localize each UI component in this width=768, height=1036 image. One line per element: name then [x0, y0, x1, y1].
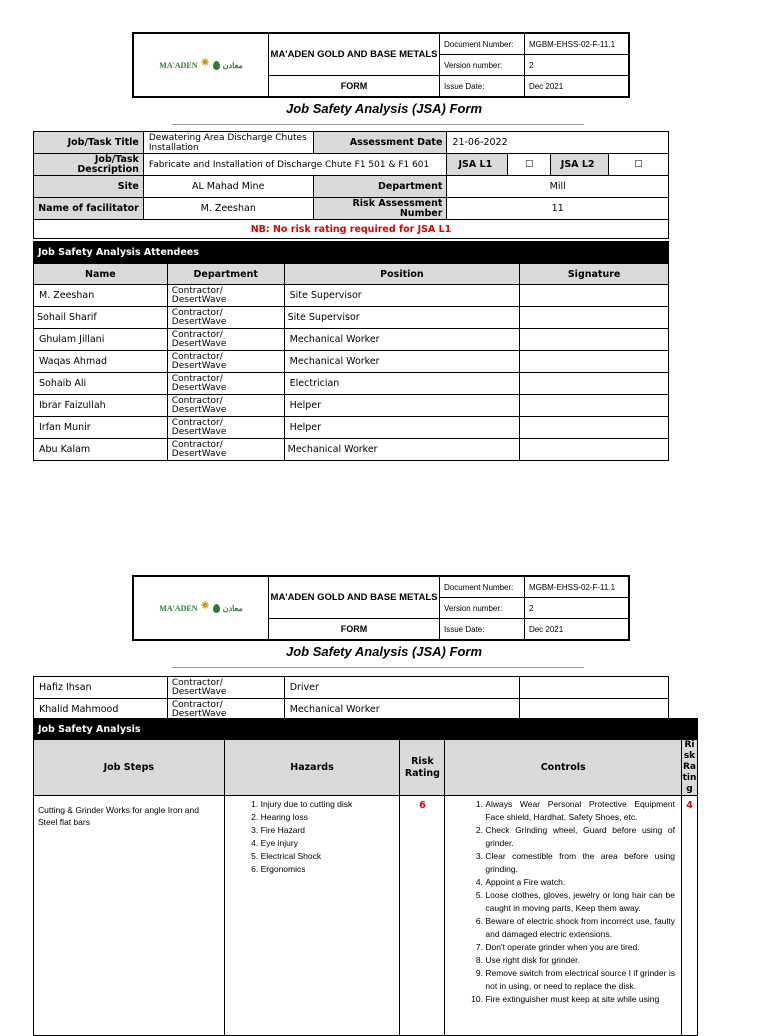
attendee-position: Mechanical Worker [284, 329, 520, 351]
job-info-table [33, 131, 669, 239]
issue-date-label: Issue Date: [440, 619, 525, 640]
risk-number-value: 11 [447, 198, 669, 220]
table-row [34, 395, 669, 417]
attendee-signature[interactable] [520, 677, 669, 699]
page-title: Job Safety Analysis (JSA) Form [285, 101, 482, 116]
attendee-signature[interactable] [520, 307, 669, 329]
logo-arabic: معادن [222, 60, 243, 70]
control-item: 4. Appoint a Fire watch. [485, 876, 675, 889]
attendee-department: Contractor/ DesertWave [167, 699, 284, 721]
site-label: Site [34, 176, 144, 198]
col-department: Department [167, 264, 284, 285]
attendee-position: Site Supervisor [284, 307, 520, 329]
attendee-position: Mechanical Worker [284, 699, 520, 721]
table-row [34, 307, 669, 329]
assessment-date: 21-06-2022 [447, 132, 669, 154]
attendee-department: Contractor/ DesertWave [167, 417, 284, 439]
attendees-section-title: Job Safety Analysis Attendees [34, 242, 669, 264]
doc-number-label: Document Number: [440, 34, 525, 55]
site-value: AL Mahad Mine [143, 176, 313, 198]
table-row [34, 329, 669, 351]
attendee-signature[interactable] [520, 395, 669, 417]
company-name: MA'ADEN GOLD AND BASE METALS [269, 34, 440, 76]
attendee-department: Contractor/ DesertWave [167, 677, 284, 699]
attendee-name: Sohaib Ali [34, 373, 168, 395]
attendee-name: Ghulam Jillani [34, 329, 168, 351]
control-item: 10. Fire extinguisher must keep at site while using [485, 993, 675, 1006]
task-desc: Fabricate and Installation of Discharge Chute F1 501 & F1 601 [143, 154, 447, 176]
attendee-name: Khalid Mahmood [34, 699, 168, 721]
drop-icon [213, 604, 220, 613]
control-item: 6. Beware of electric shock from incorrect use, faulty and damaged electric extensions. [485, 915, 675, 941]
table-row [34, 351, 669, 373]
attendees-table [33, 241, 669, 461]
table-row [34, 439, 669, 461]
table-row [34, 285, 669, 307]
attendees-table-continued [33, 676, 669, 721]
table-row [34, 677, 669, 699]
doc-number: MGBM-EHSS-02-F-11.1 [524, 34, 628, 55]
jsa-l2-label: JSA L2 [551, 154, 609, 176]
attendee-position: Helper [284, 395, 520, 417]
control-item: 2. Check Grinding wheel, Guard before using of grinder. [485, 824, 675, 850]
control-item: 8. Use right disk for grinder. [485, 954, 675, 967]
attendee-position: Mechanical Worker [284, 351, 520, 373]
risk-number-label: Risk Assessment Number [313, 198, 447, 220]
attendee-signature[interactable] [520, 285, 669, 307]
facilitator-label: Name of facilitator [34, 198, 144, 220]
hazards-list [224, 796, 400, 1036]
task-desc-label: Job/Task Description [34, 154, 144, 176]
task-title: Dewatering Area Discharge Chutes Installation [143, 132, 313, 154]
facilitator-value: M. Zeeshan [143, 198, 313, 220]
doc-number-label: Document Number: [440, 577, 525, 598]
attendee-name: Hafiz Ihsan [34, 677, 168, 699]
hazard-item: 4. Eye injury [261, 837, 400, 850]
logo [134, 577, 269, 640]
version-label: Version number: [440, 55, 525, 76]
attendee-position: Electrician [284, 373, 520, 395]
hazard-item: 1. Injury due to cutting disk [261, 798, 400, 811]
attendee-name: Sohail Sharif [34, 307, 168, 329]
attendee-name: Waqas Ahmad [34, 351, 168, 373]
col-hazards: Hazards [224, 740, 400, 796]
logo [134, 34, 269, 97]
attendee-position: Mechanical Worker [284, 439, 520, 461]
form-label: FORM [269, 76, 440, 97]
job-step: Cutting & Grinder Works for angle Iron and Steel flat bars [34, 796, 225, 1036]
attendee-department: Contractor/ DesertWave [167, 307, 284, 329]
assessment-date-label: Assessment Date [313, 132, 447, 154]
document-header [132, 32, 630, 98]
analysis-table [33, 718, 698, 1036]
task-title-label: Job/Task Title [34, 132, 144, 154]
col-risk-rating-after: Risk Ratin g [682, 740, 697, 794]
risk-rating-before: 6 [400, 796, 445, 1036]
attendee-signature[interactable] [520, 417, 669, 439]
attendee-signature[interactable] [520, 373, 669, 395]
attendee-department: Contractor/ DesertWave [167, 373, 284, 395]
version-label: Version number: [440, 598, 525, 619]
issue-date: Dec 2021 [524, 619, 628, 640]
attendee-name: Ibrar Faizullah [34, 395, 168, 417]
hazard-item: 3. Fire Hazard [261, 824, 400, 837]
form-label: FORM [269, 619, 440, 640]
drop-icon [213, 61, 220, 70]
hazard-item: 6. Ergonomics [261, 863, 400, 876]
col-risk-rating: Risk Rating [400, 740, 445, 796]
issue-date: Dec 2021 [524, 76, 628, 97]
col-name: Name [34, 264, 168, 285]
attendee-signature[interactable] [520, 439, 669, 461]
attendee-name: M. Zeeshan [34, 285, 168, 307]
logo-text: MA'ADEN [159, 603, 198, 613]
star-icon: ✷ [200, 56, 210, 69]
control-item: 7. Don't operate grinder when you are tired. [485, 941, 675, 954]
attendee-department: Contractor/ DesertWave [167, 285, 284, 307]
hazard-item: 5. Electrical Shock [261, 850, 400, 863]
page-title-2: Job Safety Analysis (JSA) Form [285, 644, 482, 659]
attendee-department: Contractor/ DesertWave [167, 439, 284, 461]
analysis-section-title: Job Safety Analysis [34, 719, 698, 740]
jsa-l2-checkbox[interactable]: ☐ [609, 154, 669, 176]
control-item: 5. Loose clothes, gloves, jewelry or long hair can be caught in moving parts, Keep them away. [485, 889, 675, 915]
attendee-signature[interactable] [520, 351, 669, 373]
risk-rating-after: 4 [682, 796, 698, 1036]
nb-note: NB: No risk rating required for JSA L1 [34, 220, 669, 239]
jsa-l1-label: JSA L1 [447, 154, 508, 176]
version-value: 2 [524, 598, 628, 619]
col-job-steps: Job Steps [34, 740, 225, 796]
hazard-item: 2. Hearing loss [261, 811, 400, 824]
attendee-department: Contractor/ DesertWave [167, 395, 284, 417]
title-rule-2 [172, 667, 584, 668]
table-row [34, 417, 669, 439]
title-rule [172, 124, 584, 125]
department-label: Department [313, 176, 447, 198]
attendee-signature[interactable] [520, 329, 669, 351]
jsa-l1-checkbox[interactable]: ☐ [508, 154, 551, 176]
attendee-name: Abu Kalam [34, 439, 168, 461]
col-position: Position [284, 264, 520, 285]
attendee-position: Helper [284, 417, 520, 439]
control-item: 1. Always Wear Personal Protective Equipment Face shield, Hardhat, Safety Shoes, etc. [485, 798, 675, 824]
table-row [34, 796, 698, 1036]
department-value: Mill [447, 176, 669, 198]
col-controls: Controls [445, 740, 682, 796]
attendee-position: Site Supervisor [284, 285, 520, 307]
col-signature: Signature [520, 264, 669, 285]
issue-date-label: Issue Date: [440, 76, 525, 97]
attendee-position: Driver [284, 677, 520, 699]
version-value: 2 [524, 55, 628, 76]
control-item: 9. Remove switch from electrical source I if grinder is not in using, or need to replace the disk. [485, 967, 675, 993]
star-icon: ✷ [200, 599, 210, 612]
attendee-department: Contractor/ DesertWave [167, 351, 284, 373]
doc-number: MGBM-EHSS-02-F-11.1 [524, 577, 628, 598]
table-row [34, 373, 669, 395]
attendee-department: Contractor/ DesertWave [167, 329, 284, 351]
document-header-page2 [132, 575, 630, 641]
logo-text: MA'ADEN [159, 60, 198, 70]
control-item: 3. Clear comestible from the area before using grinding. [485, 850, 675, 876]
controls-list [445, 796, 682, 1036]
company-name: MA'ADEN GOLD AND BASE METALS [269, 577, 440, 619]
attendee-name: Irfan Munir [34, 417, 168, 439]
logo-arabic: معادن [222, 603, 243, 613]
